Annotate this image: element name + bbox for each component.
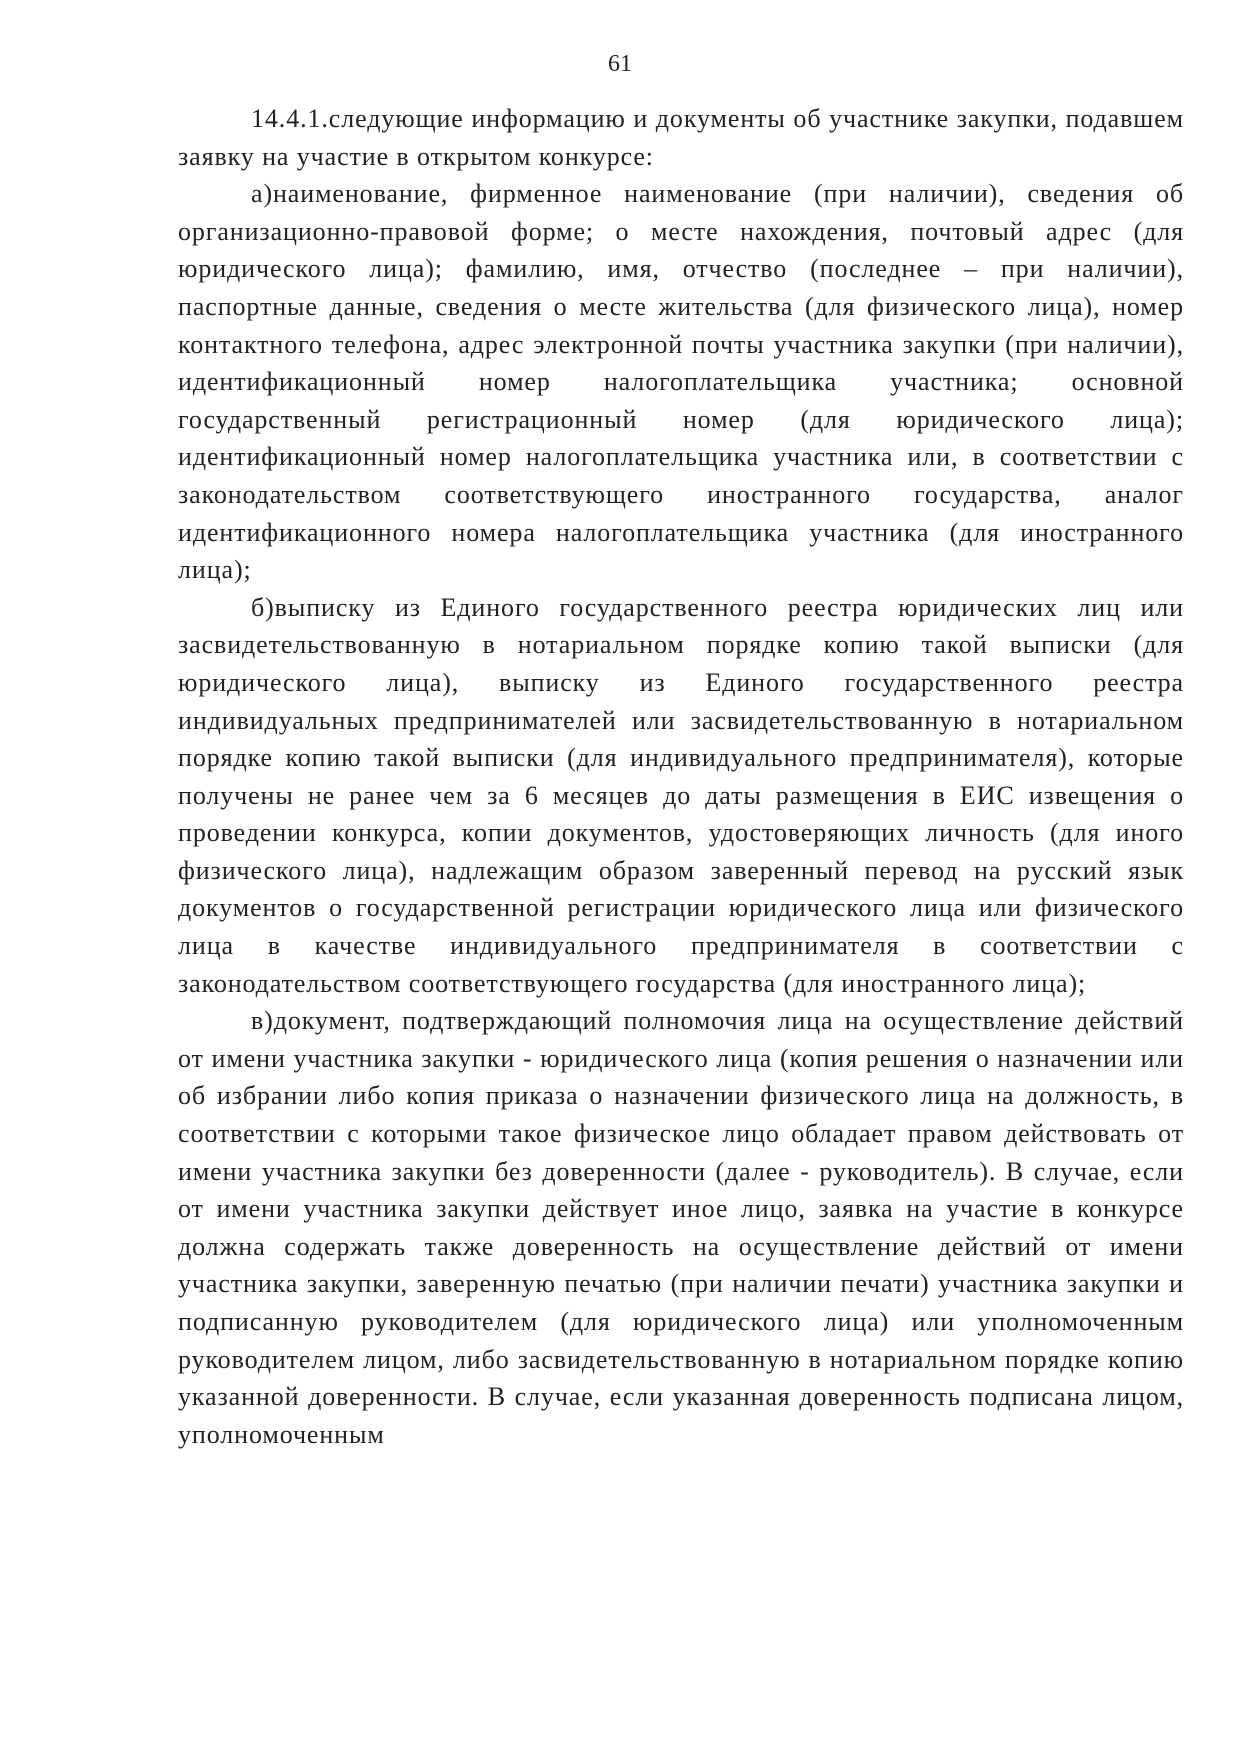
page-number: 61: [608, 51, 632, 77]
document-body: [178, 100, 1184, 1453]
paragraph-item-b: б)выписку из Единого государственного реестра юридических лиц или засвидетельствованную в нотариальном порядке копию такой выписки (для юридического лица), выписку из Единого государственного реестра индивидуальных предпринимателей или засвидетельствованную в нотариальном порядке копию такой выписки (для индивидуального предпринимателя), которые получены не ранее чем за 6 месяцев до даты размещения в ЕИС извещения о проведении конкурса, копии документов, удостоверяющих личность (для иного физического лица), надлежащим образом заверенный перевод на русский язык документов о государственной регистрации юридического лица или физического лица в качестве индивидуального предпринимателя в соответствии с законодательством соответствующего государства (для иностранного лица);: [178, 592, 1184, 998]
paragraph-item-a: а)наименование, фирменное наименование (при наличии), сведения об организационно-правовой форме; о месте нахождения, почтовый адрес (для юридического лица); фамилию, имя, отчество (последнее – при наличии), паспортные данные, сведения о месте жительства (для физического лица), номер контактного телефона, адрес электронной почты участника закупки (при наличии), идентификационный номер налогоплательщика участника; основной государственный регистрационный номер (для юридического лица); идентификационный номер налогоплательщика участника или, в соответствии с законодательством соответствующего иностранного государства, аналог идентификационного номера налогоплательщика участника (для иностранного лица);: [178, 179, 1184, 585]
paragraph-item-v: в)документ, подтверждающий полномочия лица на осуществление действий от имени участника закупки - юридического лица (копия решения о назначении или об избрании либо копия приказа о назначении физического лица на должность, в соответствии с которыми такое физическое лицо обладает правом действовать от имени участника закупки без доверенности (далее - руководитель). В случае, если от имени участника закупки действует иное лицо, заявка на участие в конкурсе должна содержать также доверенность на осуществление действий от имени участника закупки, заверенную печатью (при наличии печати) участника закупки и подписанную руководителем (для юридического лица) или уполномоченным руководителем лицом, либо засвидетельствованную в нотариальном порядке копию указанной доверенности. В случае, если указанная доверенность подписана лицом, уполномоченным: [178, 1006, 1184, 1449]
paragraph-14-4-1: 14.4.1.следующие информацию и документы об участнике закупки, подавшем заявку на участие в открытом конкурсе:: [178, 104, 1184, 171]
